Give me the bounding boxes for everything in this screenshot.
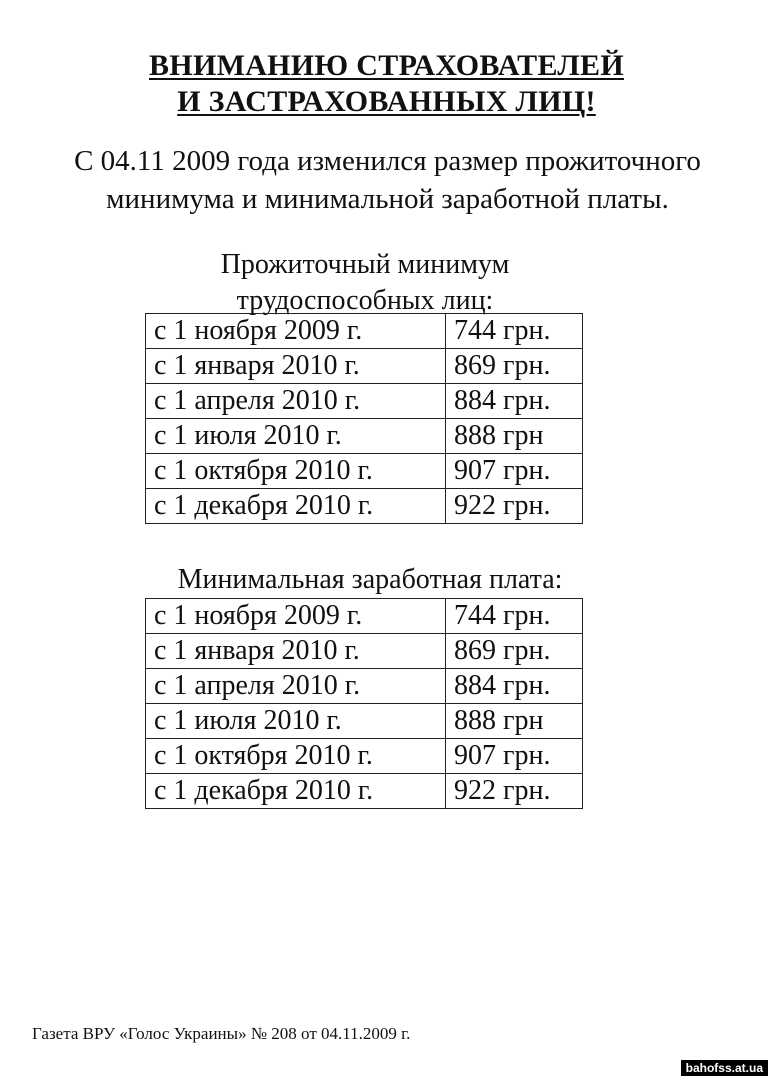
- page-title: [0, 48, 773, 120]
- subsistence-caption-line-2: трудоспособных лиц:: [236, 285, 494, 316]
- table-row: [146, 599, 583, 634]
- date-cell: с 1 октября 2010 г.: [146, 454, 446, 489]
- table-row: [146, 454, 583, 489]
- min-wage-caption: [145, 562, 595, 598]
- amount-cell: 744 грн.: [446, 314, 583, 349]
- table-row: [146, 739, 583, 774]
- table-row: [146, 489, 583, 524]
- amount-cell: 884 грн.: [446, 384, 583, 419]
- site-watermark: bahofss.at.ua: [681, 1060, 768, 1076]
- amount-cell: 922 грн.: [446, 489, 583, 524]
- date-cell: с 1 апреля 2010 г.: [146, 384, 446, 419]
- date-cell: с 1 июля 2010 г.: [146, 419, 446, 454]
- amount-cell: 907 грн.: [446, 739, 583, 774]
- min-wage-caption-line: Минимальная заработная плата:: [177, 564, 563, 595]
- subsistence-caption: [145, 247, 585, 319]
- intro-line-2: минимума и минимальной заработной платы.: [106, 183, 669, 215]
- date-cell: с 1 января 2010 г.: [146, 349, 446, 384]
- table-row: [146, 669, 583, 704]
- table-row: [146, 774, 583, 809]
- date-cell: с 1 ноября 2009 г.: [146, 314, 446, 349]
- table-row: [146, 349, 583, 384]
- amount-cell: 869 грн.: [446, 634, 583, 669]
- date-cell: с 1 октября 2010 г.: [146, 739, 446, 774]
- min-wage-table: [145, 598, 583, 809]
- title-line-1: ВНИМАНИЮ СТРАХОВАТЕЛЕЙ: [149, 49, 624, 82]
- subsistence-caption-line-1: Прожиточный минимум: [220, 249, 510, 280]
- date-cell: с 1 декабря 2010 г.: [146, 774, 446, 809]
- amount-cell: 869 грн.: [446, 349, 583, 384]
- amount-cell: 744 грн.: [446, 599, 583, 634]
- table-row: [146, 634, 583, 669]
- table-row: [146, 384, 583, 419]
- subsistence-table: [145, 313, 583, 524]
- intro-line-1: С 04.11 2009 года изменился размер прожиточного: [74, 145, 701, 177]
- table-row: [146, 419, 583, 454]
- date-cell: с 1 ноября 2009 г.: [146, 599, 446, 634]
- amount-cell: 884 грн.: [446, 669, 583, 704]
- amount-cell: 907 грн.: [446, 454, 583, 489]
- source-note: Газета ВРУ «Голос Украины» № 208 от 04.11.2009 г.: [32, 1024, 411, 1043]
- intro-paragraph: [30, 142, 745, 218]
- amount-cell: 922 грн.: [446, 774, 583, 809]
- table-row: [146, 314, 583, 349]
- title-line-2: И ЗАСТРАХОВАННЫХ ЛИЦ!: [177, 85, 596, 118]
- amount-cell: 888 грн: [446, 419, 583, 454]
- date-cell: с 1 января 2010 г.: [146, 634, 446, 669]
- date-cell: с 1 декабря 2010 г.: [146, 489, 446, 524]
- date-cell: с 1 апреля 2010 г.: [146, 669, 446, 704]
- date-cell: с 1 июля 2010 г.: [146, 704, 446, 739]
- amount-cell: 888 грн: [446, 704, 583, 739]
- table-row: [146, 704, 583, 739]
